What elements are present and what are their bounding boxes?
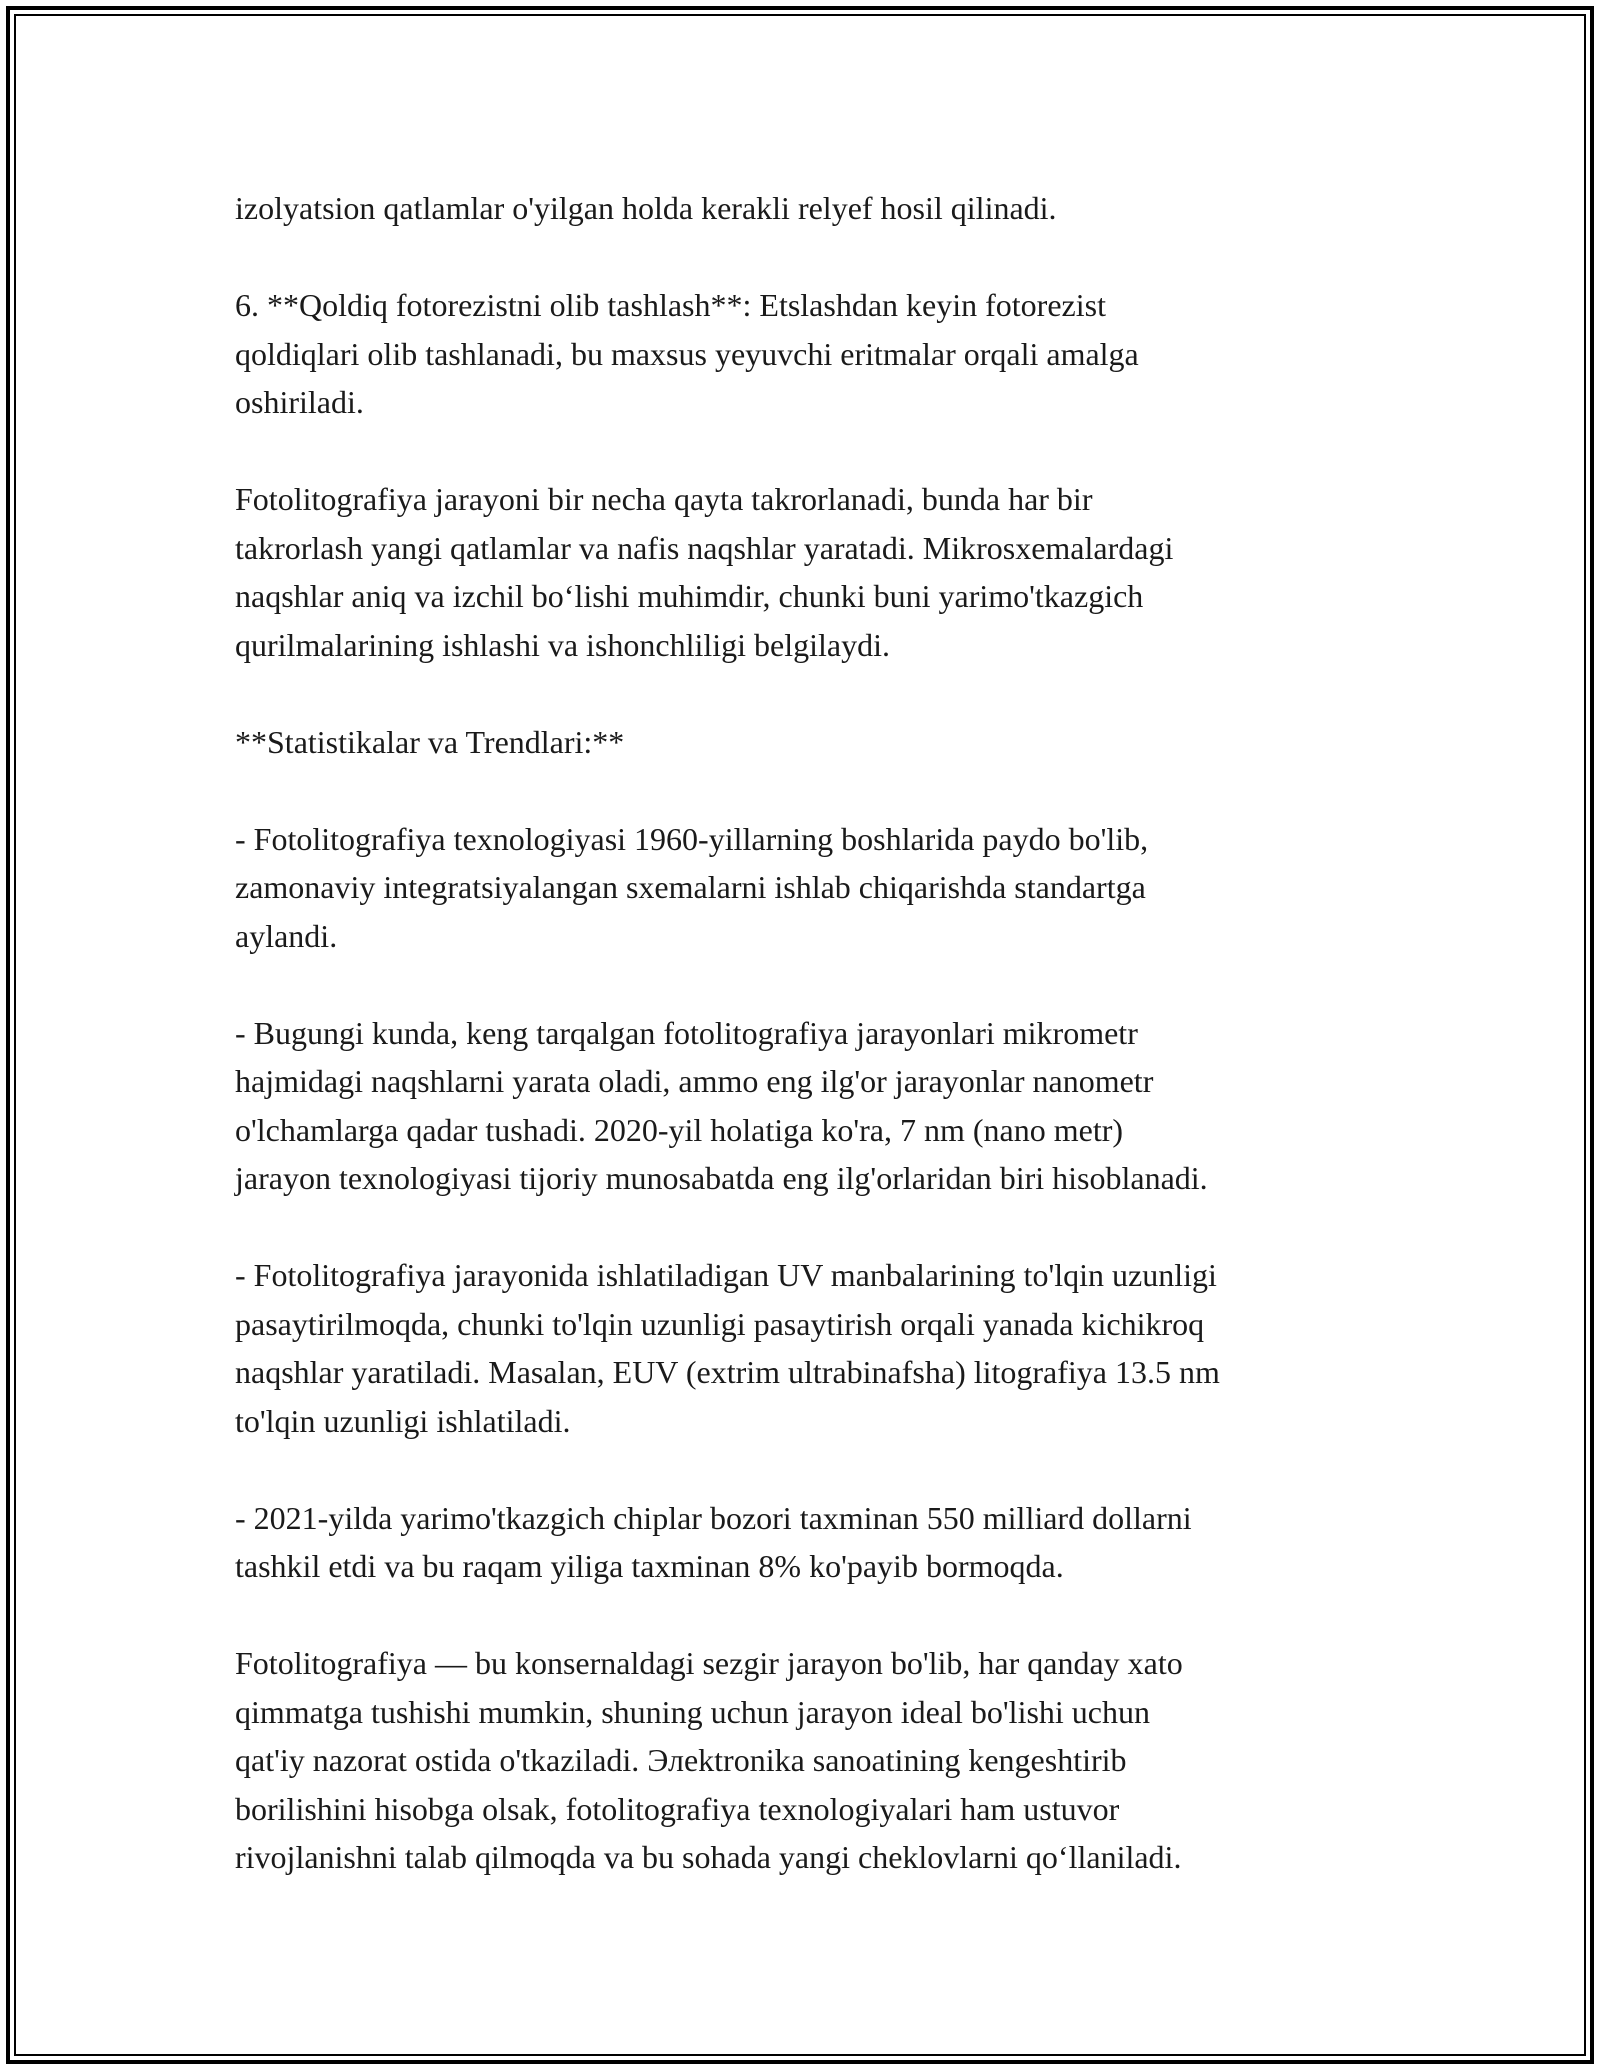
section-heading-statistics: **Statistikalar va Trendlari:** — [235, 723, 625, 760]
paragraph-step-6-photoresist-removal: 6. **Qoldiq fotorezistni olib tashlash**: Etslashdan keyin fotorezist qoldiqlari olib tashlanadi, bu maxsus yeyuvchi eritmalar orqali amalga oshiriladi. — [235, 287, 1139, 420]
paragraph-conclusion: Fotolitografiya — bu konsernaldagi sezgir jarayon bo'lib, har qanday xato qimmatga tushishi mumkin, shuning uchun jarayon ideal bo'lishi uchun qat'iy nazorat ostida o'tkaziladi. Элektronika sanoatining kengeshtirib borilishini hisobga olsak, fotolitografiya texnologiyalari ham ustuvor rivojlanishni talab qilmoqda va bu sohada yangi cheklovlarni qo‘llaniladi. — [235, 1645, 1183, 1875]
paragraph-isolation-layers: izolyatsion qatlamlar o'yilgan holda kerakli relyef hosil qilinadi. — [235, 190, 1057, 226]
bullet-market-size: - 2021-yilda yarimo'tkazgich chiplar bozori taxminan 550 milliard dollarni tashkil etdi va bu raqam yiliga taxminan 8% ko'payib bormoqda. — [235, 1499, 1192, 1584]
paragraph-process-repetition: Fotolitografiya jarayoni bir necha qayta takrorlanadi, bunda har bir takrorlash yangi qatlamlar va nafis naqshlar yaratadi. Mikrosxemalardagi naqshlar aniq va izchil bo‘lishi muhimdir, chunki buni yarimo'tkazgich qurilmalarining ishlashi va ishonchliligi belgilaydi. — [235, 481, 1174, 663]
document-body — [235, 184, 1375, 1882]
bullet-history: - Fotolitografiya texnologiyasi 1960-yillarning boshlarida paydo bo'lib, zamonaviy integratsiyalangan sxemalarni ishlab chiqarishda standartga aylandi. — [235, 820, 1149, 954]
bullet-feature-size: - Bugungi kunda, keng tarqalgan fotolitografiya jarayonlari mikrometr hajmidagi naqshlarni yarata oladi, ammo eng ilg'or jarayonlar nanometr o'lchamlarga qadar tushadi. 2020-yil holatiga ko'ra, 7 nm (nano metr) jarayon texnologiyasi tijoriy munosabatda eng ilg'orlaridan biri hisoblanadi. — [235, 1014, 1208, 1196]
bullet-uv-wavelength: - Fotolitografiya jarayonida ishlatiladigan UV manbalarining to'lqin uzunligi pasaytirilmoqda, chunki to'lqin uzunligi pasaytirish orqali yanada kichikroq naqshlar yaratiladi. Masalan, EUV (extrim ultrabinafsha) litografiya 13.5 nm to'lqin uzunligi ishlatiladi. — [235, 1257, 1220, 1439]
